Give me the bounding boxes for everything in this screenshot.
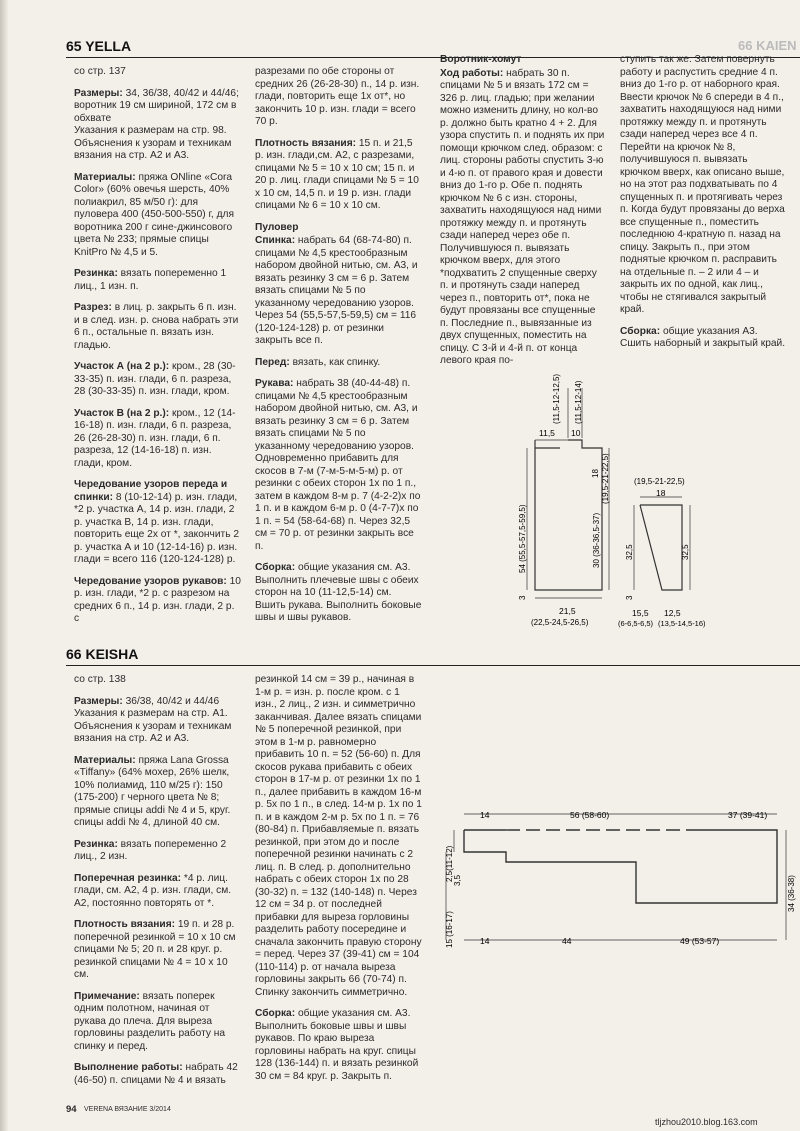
s65-body-schematic (505, 373, 615, 628)
paragraph-text: вязать поперек одним полотном, начиная от рукава до плеча. Для выреза горловины разделить работу на спинку и перед. (74, 990, 226, 1052)
paragraph (74, 576, 242, 626)
s66-label-left-small2: 3,5 (453, 874, 462, 886)
paragraph-text: 8 (10-12-14) р. изн. глади, *2 р. участка А, 14 р. изн. глади, 2 р. участка В, 14 р. изн. глади, повторить еще 2х от *, закончить 2 р. участка А и 10 (12-14-16) р. изн. глади = всего 116 (120-124-128) р. (74, 491, 239, 565)
paragraph-lead: Чередование узоров переда и спинки: (74, 479, 228, 503)
s66-label-top-left: 14 (480, 810, 490, 820)
paragraph (74, 88, 242, 163)
s65-body-label-g2: (22,5-24,5-26,5) (531, 618, 589, 627)
paragraph-lead: Сборка: (255, 562, 296, 573)
paragraph-text: общие указания см. А3. Выполнить боковые швы и швы рукавов. По краю выреза горловины набрать на круг. спицы 128 (136-144) п. и вязать резинкой 30 см = 84 круг. р. Закрыть п. (255, 1008, 419, 1082)
s65-sleeve-label-b3: (6-6,5-6,5) (618, 619, 654, 628)
s66-garment-schematic (440, 800, 795, 960)
s66-label-top-right: 37 (39-41) (728, 810, 768, 820)
paragraph-lead: Примечание: (74, 990, 140, 1002)
s65-body-label-c: 18 (591, 469, 600, 478)
paragraph (255, 1008, 423, 1083)
paragraph (620, 54, 786, 317)
paragraph-text: набрать 42 (46-50) п. спицами № 4 и вязать (74, 1062, 238, 1086)
paragraph-text: общие указания см. А3. Выполнить плечевые швы с обеих сторон на 10 (11-12,5-14) см. Вшить рукава. Выполнить боковые швы и швы рукавов. (255, 562, 422, 623)
section-65-title: 65 YELLA (66, 38, 132, 54)
s65-sleeve-label-b1: 15,5 (632, 608, 649, 618)
paragraph (74, 479, 242, 567)
s65-sleeve-schematic (612, 470, 712, 630)
s66-label-bot-left: 14 (480, 936, 490, 946)
s65-body-label-e: 30 (36-36,5-37) (592, 512, 601, 568)
s65-body-label-neck: (11,5-12-12,5) (552, 373, 561, 424)
s65-column-2 (255, 66, 423, 634)
paragraph (255, 138, 423, 213)
paragraph-lead: Разрез: (74, 302, 112, 313)
paragraph-text: 19 п. и 28 р. поперечной резинкой = 10 х 10 см спицами № 5; 20 п. и 28 круг. р. резинкой спицами № 4 = 10 х 10 см. (74, 919, 236, 980)
paragraph-text: ступить так же. Затем повернуть работу и распустить средние 4 п. вниз до 1-го р. от наборного края. Ввести крючок № 6 спереди в 4 п., захватить находящуюся над ними протяжку между п. и протянуть сзади наперед через все 4 п. Перейти на крючок № 8, получившуюся п. вывязать крючком вверх, как описано выше, но на этот раз подхватывать по 4 спущенных п. и протягивать через п. Когда будут провязаны до верха все спущенные п., поместить последнюю 4-кратную п. назад на спицу. Закрыть п., при этом поднятые крючком п. расправить на отдельные п. – 2 или 4 – и закрыть их по одной, как лиц., чтобы не стягивался закрытый край. (620, 54, 785, 315)
s66-label-right-tall: 34 (36-38) (787, 875, 796, 912)
paragraph-text: общие указания А3. Сшить наборный и закрытый край. (620, 325, 786, 349)
s65-body-label-f: 3 (518, 595, 527, 600)
footer-page-number: 94 (66, 1104, 77, 1115)
paragraph-lead: Участок А (на 2 р.): (74, 361, 170, 372)
paragraph (255, 378, 423, 553)
s65-column-3 (440, 54, 606, 377)
s66-label-left-tall: 15 (16-17) (445, 911, 454, 948)
paragraph-text: 10 р. изн. глади, *2 р. с разрезом на средних 6 п., 14 р. изн. глади, 2 р. с (74, 575, 241, 624)
paragraph-text: вязать, как спинку. (289, 356, 381, 368)
paragraph (255, 235, 423, 348)
section-66-title: 66 KEISHA (66, 646, 139, 662)
paragraph-text: кром., 12 (14-16-18) п. изн. глади, 6 п. разреза, 26 (26-28-30) п. изн. глади, 6 п. разреза, 12 (14-16-18) п. изн. глади, кром. (74, 407, 236, 469)
paragraph-text: кром., 28 (30-33-35) п. изн. глади, 6 п. разреза, 28 (30-33-35) п. изн. глади, кром. (74, 361, 236, 397)
paragraph-lead: Чередование узоров рукавов: (74, 575, 227, 587)
paragraph-text: резинкой 14 см = 39 р., начиная в 1-м р. = изн. р. после кром. с 1 изн., 2 лиц., 2 изн. и симметрично заканчивая. Далее вязать спицами № 5 поперечной резинкой, при этом в 1-м р. равномерно прибавить 10 п. = 52 (56-60) п. Для скосов рукава прибавить с обеих сторон в 17-м р. от резинки 1х по 1 п., далее прибавить в каждом 16-м р. 5х по 1 п., в след. 14-м р. 1х по 1 п. и в каждом 2-м р. 5х по 1 п. = 76 (80-84) п. Прибавляемые п. вязать резинкой, при этом до и после поперечной резинки начинать с 2 лиц. п. В след. р. дополнительно набрать с обеих сторон 1х по 28 (30-32) п. = 132 (140-148) п. Через 12 см = 34 р. от последней прибавки для выреза горловины разделить работу посередине и сначала закончить правую сторону = перед. Через 37 (39-41) см = 104 (110-114) р. от начала выреза горловины закрыть 66 (70-74) п. Спинку закончить симметрично. (255, 674, 422, 998)
s65-sleeve-label-b4: (13,5-14,5-16) (658, 619, 706, 628)
paragraph-lead: Плотность вязания: (255, 137, 357, 149)
paragraph (74, 919, 242, 982)
paragraph-lead: Спинка: (255, 235, 296, 246)
paragraph (255, 674, 423, 999)
paragraph-text: пряжа Lana Grossa «Tiffany» (64% мохер, 26% шелк, 10% полиамид, 110 м/25 г): 150 (175-200) г черного цвета № 8; прямые спицы addi № 4 и 5, круг. спицы addi № 4, длиной 40 см. (74, 754, 231, 828)
paragraph-lead: Резинка: (74, 838, 118, 850)
paragraph-lead: Резинка: (74, 268, 118, 279)
paragraph-text: набрать 30 п. спицами № 5 и вязать 172 см = 326 р. лиц. гладью; при желании можно изменить длину, но кол-во р. должно быть кратно 4 + 2. Для узора спустить п. и поднять их при помощи крючком след. образом: с лиц. стороны работы спустить 3-ю и 4-ю п. от правого края и довести вниз до 1-го р. Обе п. поднять крючком № 6 с изн. стороны, захватить находящуюся над ними протяжку между п. и протянуть сзади наперед через обе п. Получившуюся п. вывязать крючком вверх, для этого *подхватить 2 спущенные сверху п. и протянуть сзади наперед через п., повторить от*, пока не будут провязаны все спущенные п. Последние п., вывязанные из двух спущенных, поместить на спицу. С 3-й и 4-й п. от конца левого края по- (440, 67, 605, 366)
footer-magazine: VERENA ВЯЗАНИЕ 3/2014 (84, 1106, 171, 1113)
s65-sleeve-label-r: 3 (625, 595, 634, 600)
section-66-ghost-title: 66 KAIEN (738, 38, 797, 53)
paragraph-lead: Ход работы: (440, 67, 504, 79)
s65-sleeve-label-t2: 18 (656, 488, 666, 498)
s65-body-label-b: 10 (571, 428, 581, 438)
paragraph (74, 873, 242, 911)
s66-label-bot-right: 49 (53-57) (680, 936, 720, 946)
s65-column-4 (620, 54, 786, 360)
s65-sleeve-label-b2: 12,5 (664, 608, 681, 618)
paragraph-lead: Материалы: (74, 754, 136, 766)
s65-body-label-neck2: (11,5-12-14) (574, 380, 583, 424)
paragraph-text: вязать попеременно 2 лиц., 2 изн. (74, 838, 227, 862)
paragraph (74, 839, 242, 864)
s66-label-top-mid: 56 (58-60) (570, 810, 610, 820)
s66-column-2 (255, 674, 423, 1092)
paragraph (255, 66, 423, 129)
paragraph (74, 268, 242, 293)
paragraph (74, 991, 242, 1054)
paragraph (74, 66, 242, 79)
paragraph-text: в лиц. р. закрыть 6 п. изн. и в след. изн. р. снова набрать эти 6 п., остальные п. вязать изн. гладью. (74, 302, 239, 351)
paragraph (255, 562, 423, 625)
paragraph-text: набрать 64 (68-74-80) п. спицами № 4,5 крестообразным набором двойной нитью, см. А3, и вязать резинку 3 см = 6 р. Затем вязать спицами № 5 по указанному чередованию узоров. Через 54 (55,5-57,5-59,5) см = 116 (120-124-128) р. от резинки закрыть все п. (255, 235, 418, 346)
s65-body-label-c2: (19,5-21-22,5) (601, 453, 610, 504)
paragraph (74, 172, 242, 260)
paragraph-lead: Рукава: (255, 378, 294, 389)
paragraph-text: вязать попеременно 1 лиц., 1 изн. п. (74, 268, 227, 292)
s65-body-label-g: 21,5 (559, 606, 576, 616)
s65-body-label-d: 54 (55,5-57,5-59,5) (518, 504, 527, 573)
paragraph (74, 696, 242, 746)
paragraph (620, 326, 786, 351)
page-gutter-shadow (0, 0, 8, 1131)
paragraph-lead: Размеры: (74, 87, 123, 99)
paragraph (440, 68, 606, 368)
paragraph-lead: Размеры: (74, 695, 123, 707)
s65-column-1 (74, 66, 242, 635)
s65-sleeve-label-h: 32,5 (625, 544, 634, 560)
paragraph-text: набрать 38 (40-44-48) п. спицами № 4,5 крестообразным набором двойной нитью, см. А3, и вязать резинку 3 см = 6 р. Затем вязать спицами № 5 по указанному чередованию узоров. Одновременно прибавить для скосов в 7-м (7-м-5-м-5-м) р. от резинки с обеих сторон 1х по 1 п., затем в каждом 8-м р. 7 (4-2-2)х по 1 п. и в каждом 6-м р. 0 (4-7-7)х по 1 п. = 54 (58-64-68) п. Через 32,5 см = 70 р. от резинки закрыть все п. (255, 378, 421, 552)
s66-column-1 (74, 674, 242, 1096)
s66-label-left-small: 2,5(11-12) (445, 845, 454, 882)
paragraph-lead: Выполнение работы: (74, 1062, 183, 1073)
paragraph-text: пряжа ONline «Cora Color» (60% овечья шерсть, 40% полиакрил, 85 м/50 г): для пуловера 400 (450-500-550) г, для воротника 200 г сине-джинсового цвета № 233; прямые спицы KnitPro № 4,5 и 5. (74, 171, 234, 258)
s65-sleeve-label-h2: 32,5 (681, 544, 690, 560)
paragraph-lead: Перед: (255, 356, 290, 368)
paragraph (74, 674, 242, 687)
section-66-rule (66, 665, 800, 666)
paragraph-lead: Поперечная резинка: (74, 872, 182, 884)
paragraph-text: *4 р. лиц. глади, см. А2, 4 р. изн. глади, см. А2, постоянно повторять от *. (74, 872, 232, 909)
s65-sleeve-outline (640, 505, 682, 590)
paragraph (74, 1062, 242, 1087)
s66-garment-outline (464, 830, 777, 903)
paragraph-text: со стр. 138 (74, 674, 126, 685)
paragraph (74, 302, 242, 352)
paragraph (74, 755, 242, 830)
paragraph (74, 361, 242, 399)
paragraph-lead: Сборка: (620, 325, 661, 337)
footer-watermark: tljzhou2010.blog.163.com (655, 1117, 758, 1127)
paragraph-text: 34, 36/38, 40/42 и 44/46; воротник 19 см шириной, 172 см в обхвате Указания к размерам на стр. 98. Объяснения к узорам и техникам вязания на стр. А2 и А3. (74, 87, 239, 161)
paragraph-text: 15 п. и 21,5 р. изн. глади,см. А2, с разрезами, спицами № 5 = 10 х 10 см; 15 п. и 20 р. лиц. глади спицами № 5 = 10 х 10 см, 14,5 п. и 19 р. изн. глади спицами № 6 = 10 х 10 см. (255, 137, 419, 211)
s66-label-bot-mid: 44 (562, 936, 572, 946)
paragraph-text: разрезами по обе стороны от средних 26 (26-28-30) п., 14 р. изн. глади, повторить еще 1х от*, но закончить 10 р. изн. глади = всего 70 р. (255, 66, 420, 127)
s65-sleeve-label-top: (19,5-21-22,5) (634, 477, 685, 486)
paragraph-text: со стр. 137 (74, 66, 126, 77)
paragraph-lead: Сборка: (255, 1008, 296, 1019)
subheading: Пуловер (255, 221, 299, 233)
paragraph (74, 408, 242, 471)
paragraph-lead: Материалы: (74, 171, 136, 183)
paragraph-lead: Участок В (на 2 р.): (74, 407, 170, 419)
paragraph-text: 36/38, 40/42 и 44/46 Указания к размерам на стр. А1. Объяснения к узорам и техникам вязания на стр. А2 и А3. (74, 695, 232, 744)
paragraph (255, 357, 423, 370)
s65-body-label-a: 11,5 (539, 428, 555, 438)
subheading: Воротник-хомут (440, 54, 522, 65)
paragraph-lead: Плотность вязания: (74, 919, 176, 930)
